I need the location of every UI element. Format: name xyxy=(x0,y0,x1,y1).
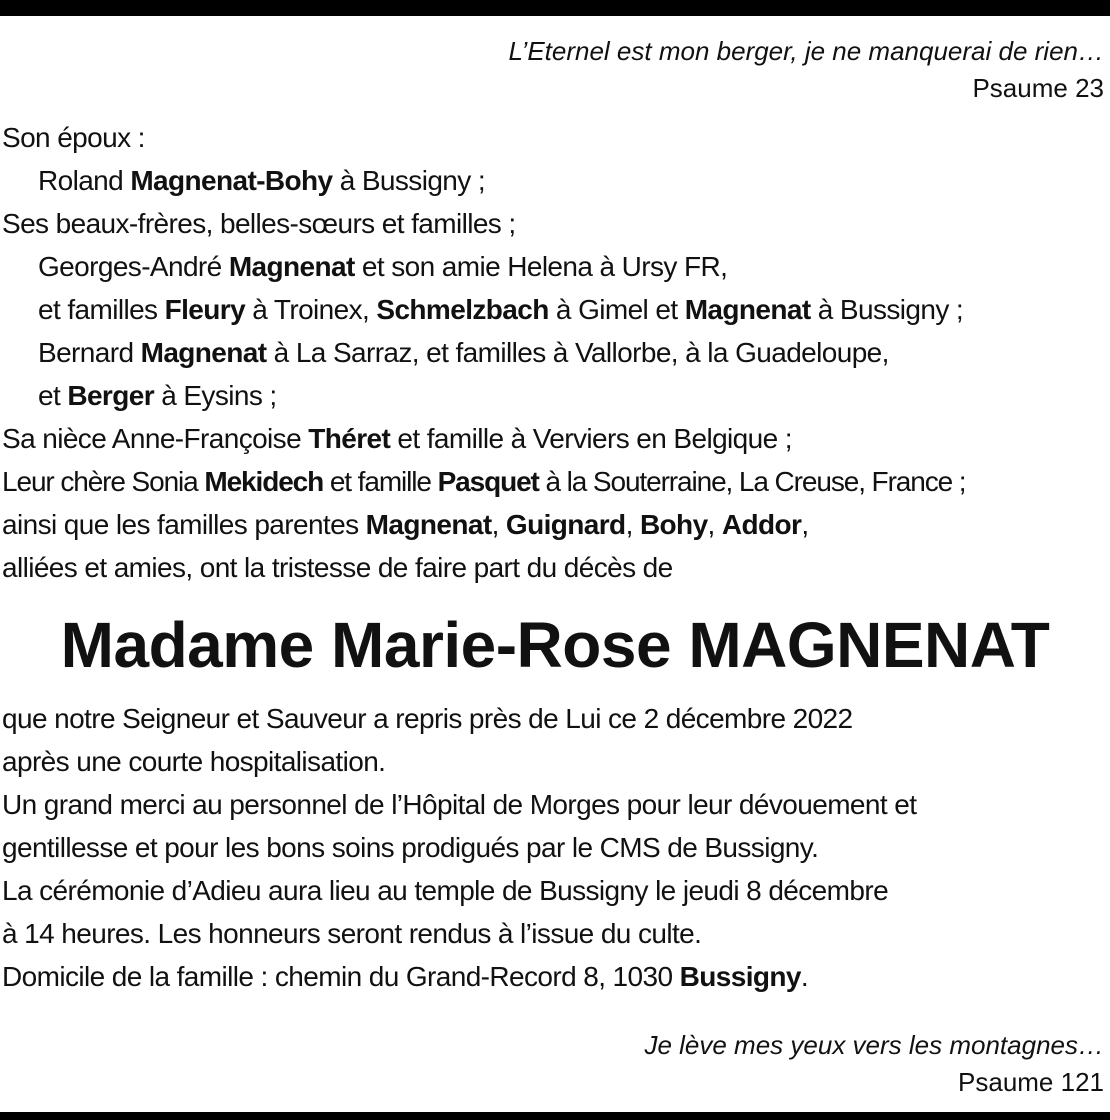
deceased-name: Madame Marie-Rose MAGNENAT xyxy=(60,609,1050,681)
text-segment: et xyxy=(38,380,68,411)
bold-name: Magnenat xyxy=(140,337,267,368)
text-segment: à La Sarraz, et familles à Vallorbe, à la Guadeloupe, xyxy=(266,337,889,368)
text-segment: à 14 heures. Les honneurs seront rendus à l’issue du culte. xyxy=(2,918,702,949)
bold-name: Magnenat-Bohy xyxy=(130,165,333,196)
text-segment: et familles xyxy=(38,294,165,325)
family-line xyxy=(2,374,1108,417)
detail-line xyxy=(2,783,1108,826)
closing-verse-quote: Je lève mes yeux vers les montagnes… xyxy=(644,1030,1104,1060)
top-border-rule xyxy=(0,0,1110,16)
family-line xyxy=(2,288,1108,331)
detail-line xyxy=(2,697,1108,740)
text-segment: que notre Seigneur et Sauveur a repris près de Lui ce 2 décembre 2022 xyxy=(2,703,853,734)
text-segment: à Troinex, xyxy=(245,294,377,325)
text-segment: , xyxy=(491,509,506,540)
family-line xyxy=(2,503,1108,546)
detail-line xyxy=(2,955,1108,998)
family-announcement xyxy=(2,116,1108,589)
text-segment: et famille à Verviers en Belgique ; xyxy=(390,423,792,454)
detail-line xyxy=(2,869,1108,912)
bold-name: Théret xyxy=(308,423,391,454)
text-segment: , xyxy=(625,509,640,540)
bold-name: Bohy xyxy=(639,509,708,540)
family-line xyxy=(2,331,1108,374)
family-line xyxy=(2,202,1108,245)
text-segment: , xyxy=(707,509,722,540)
detail-line xyxy=(2,740,1108,783)
text-segment: et son amie Helena à Ursy FR, xyxy=(354,251,728,282)
bold-name: Magnenat xyxy=(365,509,492,540)
text-segment: à Bussigny ; xyxy=(332,165,486,196)
text-segment: à la Souterraine, La Creuse, France ; xyxy=(538,466,966,497)
opening-verse-reference: Psaume 23 xyxy=(972,73,1104,103)
text-segment: gentillesse et pour les bons soins prodigués par le CMS de Bussigny. xyxy=(2,832,819,863)
closing-verse xyxy=(644,1027,1104,1101)
bold-name: Pasquet xyxy=(437,466,539,497)
bold-name: Addor xyxy=(721,509,802,540)
family-line xyxy=(2,460,1108,503)
bold-name: Mekidech xyxy=(204,466,324,497)
text-segment: , xyxy=(801,509,809,540)
text-segment: Georges-André xyxy=(38,251,229,282)
text-segment: Un grand merci au personnel de l’Hôpital de Morges pour leur dévouement et xyxy=(2,789,917,820)
bold-name: Bussigny xyxy=(679,961,801,992)
text-segment: à Eysins ; xyxy=(154,380,277,411)
text-segment: La cérémonie d’Adieu aura lieu au temple de Bussigny le jeudi 8 décembre xyxy=(2,875,889,906)
text-segment: ainsi que les familles parentes xyxy=(2,509,366,540)
obituary-details xyxy=(2,697,1108,998)
bold-name: Magnenat xyxy=(684,294,811,325)
bold-name: Magnenat xyxy=(228,251,355,282)
text-segment: alliées et amies, ont la tristesse de faire part du décès de xyxy=(2,552,673,583)
detail-line xyxy=(2,826,1108,869)
opening-verse xyxy=(509,33,1104,107)
text-segment: Leur chère Sonia xyxy=(2,466,205,497)
text-segment: Sa nièce Anne-Françoise xyxy=(2,423,309,454)
family-line xyxy=(2,245,1108,288)
text-segment: à Gimel et xyxy=(548,294,685,325)
bold-name: Guignard xyxy=(505,509,626,540)
family-line xyxy=(2,417,1108,460)
text-segment: Son époux : xyxy=(2,122,145,153)
family-line xyxy=(2,546,1108,589)
text-segment: et famille xyxy=(323,466,438,497)
text-segment: Roland xyxy=(38,165,131,196)
text-segment: à Bussigny ; xyxy=(810,294,964,325)
bold-name: Fleury xyxy=(164,294,246,325)
text-segment: . xyxy=(800,961,809,992)
family-line xyxy=(2,116,1108,159)
text-segment: Ses beaux-frères, belles-sœurs et familles ; xyxy=(2,208,516,239)
text-segment: après une courte hospitalisation. xyxy=(2,746,386,777)
opening-verse-quote: L’Eternel est mon berger, je ne manquerai de rien… xyxy=(508,36,1104,66)
family-line xyxy=(2,159,1108,202)
text-segment: Bernard xyxy=(38,337,141,368)
bold-name: Schmelzbach xyxy=(376,294,549,325)
text-segment: Domicile de la famille : chemin du Grand-Record 8, 1030 xyxy=(2,961,680,992)
bottom-border-rule xyxy=(0,1112,1110,1120)
closing-verse-reference: Psaume 121 xyxy=(958,1067,1104,1097)
detail-line xyxy=(2,912,1108,955)
bold-name: Berger xyxy=(67,380,155,411)
